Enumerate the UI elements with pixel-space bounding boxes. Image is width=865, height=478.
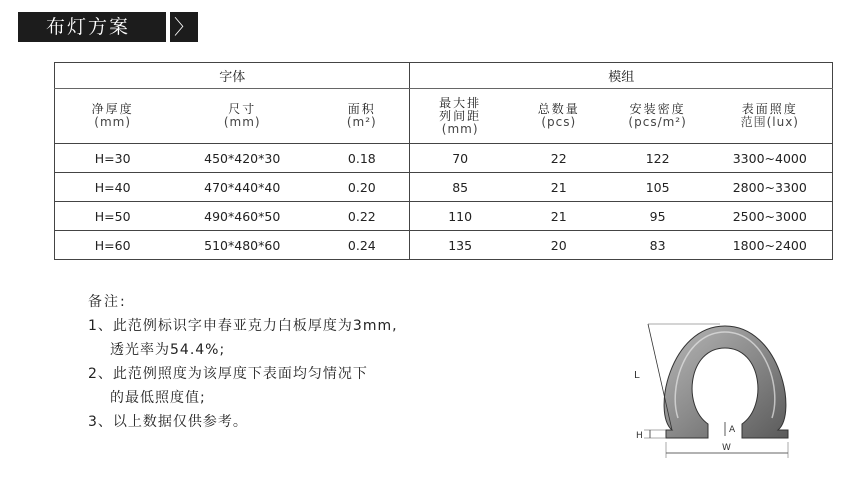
section-title: 布灯方案 bbox=[18, 12, 166, 42]
cell-density: 122 bbox=[608, 144, 708, 173]
cell-area: 0.24 bbox=[314, 231, 410, 260]
group-header-font: 字体 bbox=[55, 63, 410, 89]
table-row bbox=[55, 144, 833, 173]
cell-thickness: H=50 bbox=[55, 202, 171, 231]
column-header-thickness: 净厚度 (mm) bbox=[55, 89, 171, 144]
notes-title: 备注: bbox=[88, 294, 127, 310]
table-row bbox=[55, 173, 833, 202]
cell-quantity: 20 bbox=[510, 231, 608, 260]
cell-illuminance: 2500~3000 bbox=[708, 202, 833, 231]
note-line: 透光率为54.4%; bbox=[110, 342, 226, 358]
column-header-size: 尺寸 (mm) bbox=[170, 89, 314, 144]
table-group-row bbox=[55, 63, 833, 89]
cell-illuminance: 2800~3300 bbox=[708, 173, 833, 202]
column-header-quantity: 总数量 (pcs) bbox=[510, 89, 608, 144]
cell-thickness: H=40 bbox=[55, 173, 171, 202]
cell-illuminance: 3300~4000 bbox=[708, 144, 833, 173]
cell-size: 470*440*40 bbox=[170, 173, 314, 202]
cell-area: 0.22 bbox=[314, 202, 410, 231]
label-w: W bbox=[722, 443, 731, 453]
cell-area: 0.18 bbox=[314, 144, 410, 173]
column-header-spacing: 最大排 列间距 (mm) bbox=[410, 89, 510, 144]
cell-spacing: 110 bbox=[410, 202, 510, 231]
cell-density: 83 bbox=[608, 231, 708, 260]
lighting-spec-table bbox=[54, 62, 833, 260]
chevron-right-icon[interactable]: 〉 bbox=[170, 12, 198, 42]
column-header-density: 安装密度 (pcs/m²) bbox=[608, 89, 708, 144]
table-row bbox=[55, 202, 833, 231]
cell-spacing: 70 bbox=[410, 144, 510, 173]
cell-quantity: 21 bbox=[510, 173, 608, 202]
label-l: L bbox=[634, 370, 640, 381]
column-header-illuminance: 表面照度 范围(lux) bbox=[708, 89, 833, 144]
note-line: 2、此范例照度为该厚度下表面均匀情况下 bbox=[88, 366, 368, 382]
note-line: 的最低照度值; bbox=[110, 390, 206, 406]
cell-thickness: H=30 bbox=[55, 144, 171, 173]
cell-size: 510*480*60 bbox=[170, 231, 314, 260]
column-header-area: 面积 (m²) bbox=[314, 89, 410, 144]
cell-quantity: 21 bbox=[510, 202, 608, 231]
cell-density: 95 bbox=[608, 202, 708, 231]
omega-shape bbox=[664, 326, 788, 438]
group-header-module: 模组 bbox=[410, 63, 833, 89]
cell-quantity: 22 bbox=[510, 144, 608, 173]
table-row bbox=[55, 231, 833, 260]
notes-section bbox=[88, 290, 398, 434]
table-header-row bbox=[55, 89, 833, 144]
cell-spacing: 135 bbox=[410, 231, 510, 260]
section-header bbox=[18, 12, 198, 42]
omega-letter-diagram bbox=[630, 318, 790, 463]
cell-illuminance: 1800~2400 bbox=[708, 231, 833, 260]
cell-spacing: 85 bbox=[410, 173, 510, 202]
cell-density: 105 bbox=[608, 173, 708, 202]
label-a: A bbox=[729, 425, 736, 435]
note-line: 1、此范例标识字申春亚克力白板厚度为3mm, bbox=[88, 318, 398, 334]
note-line: 3、以上数据仅供参考。 bbox=[88, 414, 248, 430]
cell-size: 490*460*50 bbox=[170, 202, 314, 231]
label-h: H bbox=[636, 431, 643, 441]
cell-size: 450*420*30 bbox=[170, 144, 314, 173]
cell-thickness: H=60 bbox=[55, 231, 171, 260]
cell-area: 0.20 bbox=[314, 173, 410, 202]
